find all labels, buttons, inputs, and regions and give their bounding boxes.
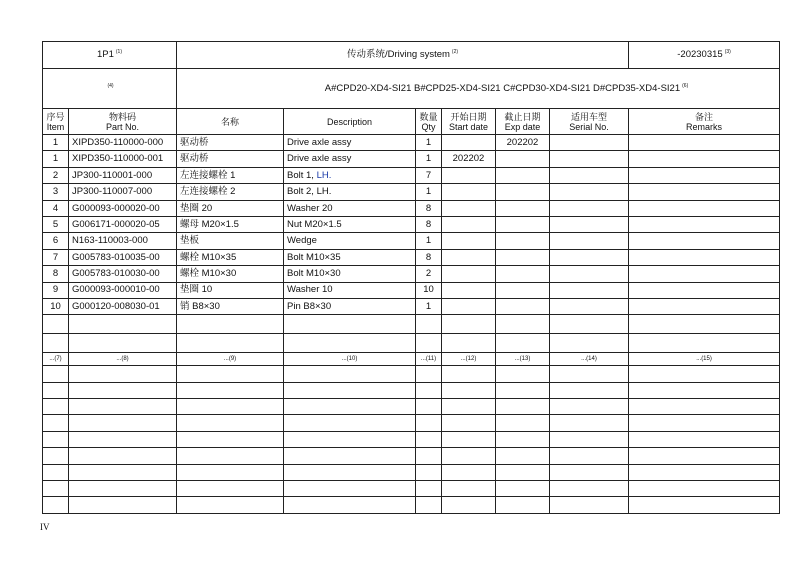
cell-part (69, 366, 177, 382)
cell-serial (550, 135, 629, 151)
cell-part: JP300-110007-000 (69, 184, 177, 200)
cell-exp (496, 315, 550, 334)
cell-item (43, 448, 69, 464)
cell-name: 销 B8×30 (177, 298, 284, 314)
cell-exp (496, 216, 550, 232)
cell-serial (550, 366, 629, 382)
col-name-cn: 名称 (220, 116, 239, 127)
column-header-row (43, 109, 780, 135)
cell-name (177, 464, 284, 480)
model-ref: (4) (107, 82, 114, 89)
cell-start (442, 282, 496, 298)
cell-name: 螺母 M20×1.5 (177, 216, 284, 232)
system-name-cell (177, 42, 629, 69)
cell-qty: 1 (416, 298, 442, 314)
cell-remarks (629, 334, 780, 353)
cell-item: 10 (43, 298, 69, 314)
desc-text: Bolt 2, LH. (287, 186, 332, 198)
col-start-cn: 开始日期 (450, 111, 487, 122)
cell-exp (496, 151, 550, 167)
col-part-en: Part No. (105, 121, 139, 132)
cell-serial (550, 315, 629, 334)
cell-serial (550, 200, 629, 216)
cell-remarks (629, 415, 780, 431)
cell-name: 驱动桥 (177, 135, 284, 151)
cell-serial (550, 151, 629, 167)
cell-name (177, 481, 284, 497)
desc-text: Wedge (287, 235, 317, 247)
desc-text: Nut M20×1.5 (287, 218, 342, 230)
cell-name: 螺栓 M10×30 (177, 266, 284, 282)
cell-part (69, 399, 177, 415)
cell-part (69, 415, 177, 431)
cell-qty: 1 (416, 135, 442, 151)
cell-desc (284, 167, 416, 183)
cell-qty (416, 431, 442, 447)
col-serial (550, 109, 629, 135)
page-number: IV (40, 522, 50, 532)
empty-row (43, 399, 780, 415)
date-code: -20230315 (677, 49, 723, 61)
desc-text: Bolt M10×30 (287, 268, 341, 280)
empty-row (43, 315, 780, 334)
cell-qty: 8 (416, 249, 442, 265)
cell-start (442, 249, 496, 265)
cell-exp (496, 282, 550, 298)
cell-serial (550, 282, 629, 298)
cell-item (43, 334, 69, 353)
cell-exp (496, 298, 550, 314)
reference-row (43, 353, 780, 366)
cell-start (442, 448, 496, 464)
table-row (43, 266, 780, 282)
ref-desc: ...(10) (284, 353, 416, 366)
col-serial-cn: 适用车型 (571, 111, 608, 122)
cell-start (442, 366, 496, 382)
cell-name (177, 415, 284, 431)
cell-serial (550, 399, 629, 415)
cell-name: 垫板 (177, 233, 284, 249)
cell-part: XIPD350-110000-001 (69, 151, 177, 167)
cell-exp (496, 167, 550, 183)
cell-serial (550, 298, 629, 314)
cell-qty: 8 (416, 216, 442, 232)
table-row (43, 233, 780, 249)
cell-remarks (629, 282, 780, 298)
col-desc-label: Description (326, 116, 373, 127)
models: A#CPD20-XD4-SI21 B#CPD25-XD4-SI21 C#CPD30-XD4-SI21 D#CPD35-XD4-SI21 (324, 82, 681, 94)
ref-start: ...(12) (442, 353, 496, 366)
empty-row (43, 431, 780, 447)
desc-text: Washer 20 (287, 202, 333, 214)
cell-start (442, 298, 496, 314)
cell-serial (550, 334, 629, 353)
desc-text: Washer 10 (287, 284, 333, 296)
cell-remarks (629, 464, 780, 480)
cell-name (177, 315, 284, 334)
cell-item: 5 (43, 216, 69, 232)
empty-row (43, 497, 780, 513)
cell-name (177, 366, 284, 382)
cell-desc (284, 481, 416, 497)
cell-serial (550, 167, 629, 183)
cell-start (442, 497, 496, 513)
cell-name (177, 399, 284, 415)
models-cell (177, 69, 780, 109)
col-qty (416, 109, 442, 135)
col-exp-en: Exp date (504, 121, 541, 132)
cell-desc (284, 266, 416, 282)
cell-serial (550, 481, 629, 497)
desc-text: Bolt M10×35 (287, 251, 341, 263)
col-exp-cn: 截止日期 (504, 111, 541, 122)
group-code: 1P1 (96, 49, 114, 61)
empty-row (43, 464, 780, 480)
cell-item: 3 (43, 184, 69, 200)
col-remarks-en: Remarks (686, 121, 723, 132)
cell-exp (496, 184, 550, 200)
cell-start (442, 167, 496, 183)
cell-part: JP300-110001-000 (69, 167, 177, 183)
cell-exp (496, 266, 550, 282)
cell-remarks (629, 135, 780, 151)
cell-desc (284, 151, 416, 167)
cell-item (43, 366, 69, 382)
header-row (43, 42, 780, 69)
cell-qty: 1 (416, 151, 442, 167)
cell-exp (496, 382, 550, 398)
cell-item (43, 415, 69, 431)
col-remarks-cn: 备注 (695, 111, 714, 122)
col-qty-cn: 数量 (419, 111, 438, 122)
cell-desc (284, 415, 416, 431)
table-row (43, 298, 780, 314)
cell-serial (550, 184, 629, 200)
cell-exp (496, 481, 550, 497)
cell-start (442, 399, 496, 415)
cell-name: 左连接螺栓 2 (177, 184, 284, 200)
cell-part: N163-110003-000 (69, 233, 177, 249)
cell-part (69, 481, 177, 497)
cell-qty (416, 334, 442, 353)
cell-qty (416, 481, 442, 497)
cell-part: G005783-010030-00 (69, 266, 177, 282)
cell-qty: 10 (416, 282, 442, 298)
cell-qty: 1 (416, 233, 442, 249)
cell-serial (550, 448, 629, 464)
cell-qty: 7 (416, 167, 442, 183)
ref-serial: ...(14) (550, 353, 629, 366)
cell-exp (496, 431, 550, 447)
cell-part: XIPD350-110000-000 (69, 135, 177, 151)
parts-list-table (42, 41, 780, 514)
table-row (43, 216, 780, 232)
model-ref-cell (43, 69, 177, 109)
cell-start (442, 415, 496, 431)
cell-item: 2 (43, 167, 69, 183)
cell-desc (284, 184, 416, 200)
cell-name: 驱动桥 (177, 151, 284, 167)
cell-start (442, 464, 496, 480)
col-part-cn: 物料码 (108, 111, 136, 122)
cell-qty (416, 382, 442, 398)
cell-item: 8 (43, 266, 69, 282)
cell-qty: 2 (416, 266, 442, 282)
group-code-ref: (1) (115, 49, 123, 56)
cell-qty (416, 399, 442, 415)
cell-part (69, 497, 177, 513)
cell-serial (550, 431, 629, 447)
cell-name (177, 431, 284, 447)
cell-desc (284, 216, 416, 232)
col-item-cn: 序号 (46, 111, 65, 122)
desc-text: Bolt 1, (287, 169, 317, 181)
ref-item: ...(7) (43, 353, 69, 366)
cell-serial (550, 233, 629, 249)
col-start-en: Start date (448, 121, 489, 132)
desc-highlight: LH. (316, 169, 332, 181)
cell-item (43, 497, 69, 513)
cell-part (69, 315, 177, 334)
cell-desc (284, 282, 416, 298)
cell-part (69, 448, 177, 464)
cell-part (69, 334, 177, 353)
cell-item: 1 (43, 151, 69, 167)
ref-name: ...(9) (177, 353, 284, 366)
cell-serial (550, 415, 629, 431)
cell-remarks (629, 382, 780, 398)
ref-qty: ...(11) (416, 353, 442, 366)
cell-desc (284, 334, 416, 353)
cell-serial (550, 266, 629, 282)
cell-name (177, 334, 284, 353)
table-row (43, 184, 780, 200)
cell-remarks (629, 167, 780, 183)
desc-text: Pin B8×30 (287, 300, 332, 312)
cell-item: 9 (43, 282, 69, 298)
cell-remarks (629, 233, 780, 249)
cell-desc (284, 431, 416, 447)
cell-exp (496, 399, 550, 415)
cell-part (69, 431, 177, 447)
cell-desc (284, 249, 416, 265)
cell-remarks (629, 200, 780, 216)
cell-exp: 202202 (496, 135, 550, 151)
system-name: 传动系统/Driving system (346, 49, 450, 61)
col-part (69, 109, 177, 135)
cell-name (177, 448, 284, 464)
cell-part: G000120-008030-01 (69, 298, 177, 314)
table-row (43, 249, 780, 265)
cell-name: 螺栓 M10×35 (177, 249, 284, 265)
cell-start (442, 135, 496, 151)
empty-row (43, 382, 780, 398)
models-ref: (6) (682, 82, 689, 89)
cell-desc (284, 135, 416, 151)
cell-item (43, 315, 69, 334)
cell-start (442, 200, 496, 216)
cell-qty (416, 366, 442, 382)
empty-row (43, 415, 780, 431)
desc-text: Drive axle assy (287, 136, 352, 148)
col-desc (284, 109, 416, 135)
cell-name: 垫圈 10 (177, 282, 284, 298)
cell-start (442, 334, 496, 353)
col-item-en: Item (46, 121, 65, 132)
cell-remarks (629, 399, 780, 415)
cell-desc (284, 315, 416, 334)
cell-exp (496, 334, 550, 353)
date-code-cell (629, 42, 780, 69)
cell-desc (284, 448, 416, 464)
cell-name (177, 382, 284, 398)
cell-exp (496, 415, 550, 431)
cell-qty: 1 (416, 184, 442, 200)
cell-desc (284, 399, 416, 415)
cell-item: 6 (43, 233, 69, 249)
cell-exp (496, 464, 550, 480)
cell-start (442, 431, 496, 447)
cell-exp (496, 448, 550, 464)
col-start (442, 109, 496, 135)
cell-serial (550, 464, 629, 480)
cell-name: 垫圈 20 (177, 200, 284, 216)
col-item (43, 109, 69, 135)
table-row (43, 167, 780, 183)
col-name (177, 109, 284, 135)
cell-desc (284, 382, 416, 398)
cell-start (442, 481, 496, 497)
cell-start (442, 216, 496, 232)
cell-qty (416, 497, 442, 513)
model-row (43, 69, 780, 109)
table-row (43, 200, 780, 216)
col-exp (496, 109, 550, 135)
table-row (43, 135, 780, 151)
empty-row (43, 334, 780, 353)
col-qty-en: Qty (421, 121, 436, 132)
cell-part: G006171-000020-05 (69, 216, 177, 232)
cell-desc (284, 366, 416, 382)
cell-qty: 8 (416, 200, 442, 216)
cell-exp (496, 249, 550, 265)
cell-desc (284, 233, 416, 249)
cell-desc (284, 464, 416, 480)
cell-remarks (629, 448, 780, 464)
cell-start (442, 184, 496, 200)
cell-exp (496, 497, 550, 513)
cell-start (442, 315, 496, 334)
cell-part (69, 464, 177, 480)
cell-remarks (629, 366, 780, 382)
cell-remarks (629, 249, 780, 265)
cell-name: 左连接螺栓 1 (177, 167, 284, 183)
cell-serial (550, 216, 629, 232)
cell-exp (496, 366, 550, 382)
cell-item: 7 (43, 249, 69, 265)
cell-remarks (629, 298, 780, 314)
cell-remarks (629, 431, 780, 447)
cell-item (43, 382, 69, 398)
cell-serial (550, 249, 629, 265)
cell-qty (416, 448, 442, 464)
cell-remarks (629, 151, 780, 167)
cell-remarks (629, 266, 780, 282)
cell-part: G000093-000010-00 (69, 282, 177, 298)
empty-row (43, 366, 780, 382)
empty-row (43, 481, 780, 497)
ref-part: ...(8) (69, 353, 177, 366)
cell-part: G005783-010035-00 (69, 249, 177, 265)
cell-item: 1 (43, 135, 69, 151)
cell-item (43, 399, 69, 415)
empty-row (43, 448, 780, 464)
cell-exp (496, 233, 550, 249)
cell-start (442, 266, 496, 282)
cell-item (43, 464, 69, 480)
cell-desc (284, 200, 416, 216)
cell-start (442, 233, 496, 249)
cell-item (43, 481, 69, 497)
cell-qty (416, 415, 442, 431)
cell-part (69, 382, 177, 398)
col-serial-en: Serial No. (569, 121, 609, 132)
desc-text: Drive axle assy (287, 153, 352, 165)
cell-part: G000093-000020-00 (69, 200, 177, 216)
table-row (43, 151, 780, 167)
cell-start: 202202 (442, 151, 496, 167)
cell-remarks (629, 315, 780, 334)
group-code-cell (43, 42, 177, 69)
cell-remarks (629, 497, 780, 513)
cell-qty (416, 464, 442, 480)
table-row (43, 282, 780, 298)
cell-remarks (629, 184, 780, 200)
cell-remarks (629, 216, 780, 232)
cell-serial (550, 382, 629, 398)
col-remarks (629, 109, 780, 135)
cell-item (43, 431, 69, 447)
cell-start (442, 382, 496, 398)
cell-qty (416, 315, 442, 334)
cell-serial (550, 497, 629, 513)
cell-remarks (629, 481, 780, 497)
cell-name (177, 497, 284, 513)
cell-exp (496, 200, 550, 216)
cell-item: 4 (43, 200, 69, 216)
system-name-ref: (2) (451, 49, 459, 56)
cell-desc (284, 497, 416, 513)
ref-remarks: ...(15) (629, 353, 780, 366)
cell-desc (284, 298, 416, 314)
ref-exp: ...(13) (496, 353, 550, 366)
date-code-ref: (3) (724, 49, 731, 56)
